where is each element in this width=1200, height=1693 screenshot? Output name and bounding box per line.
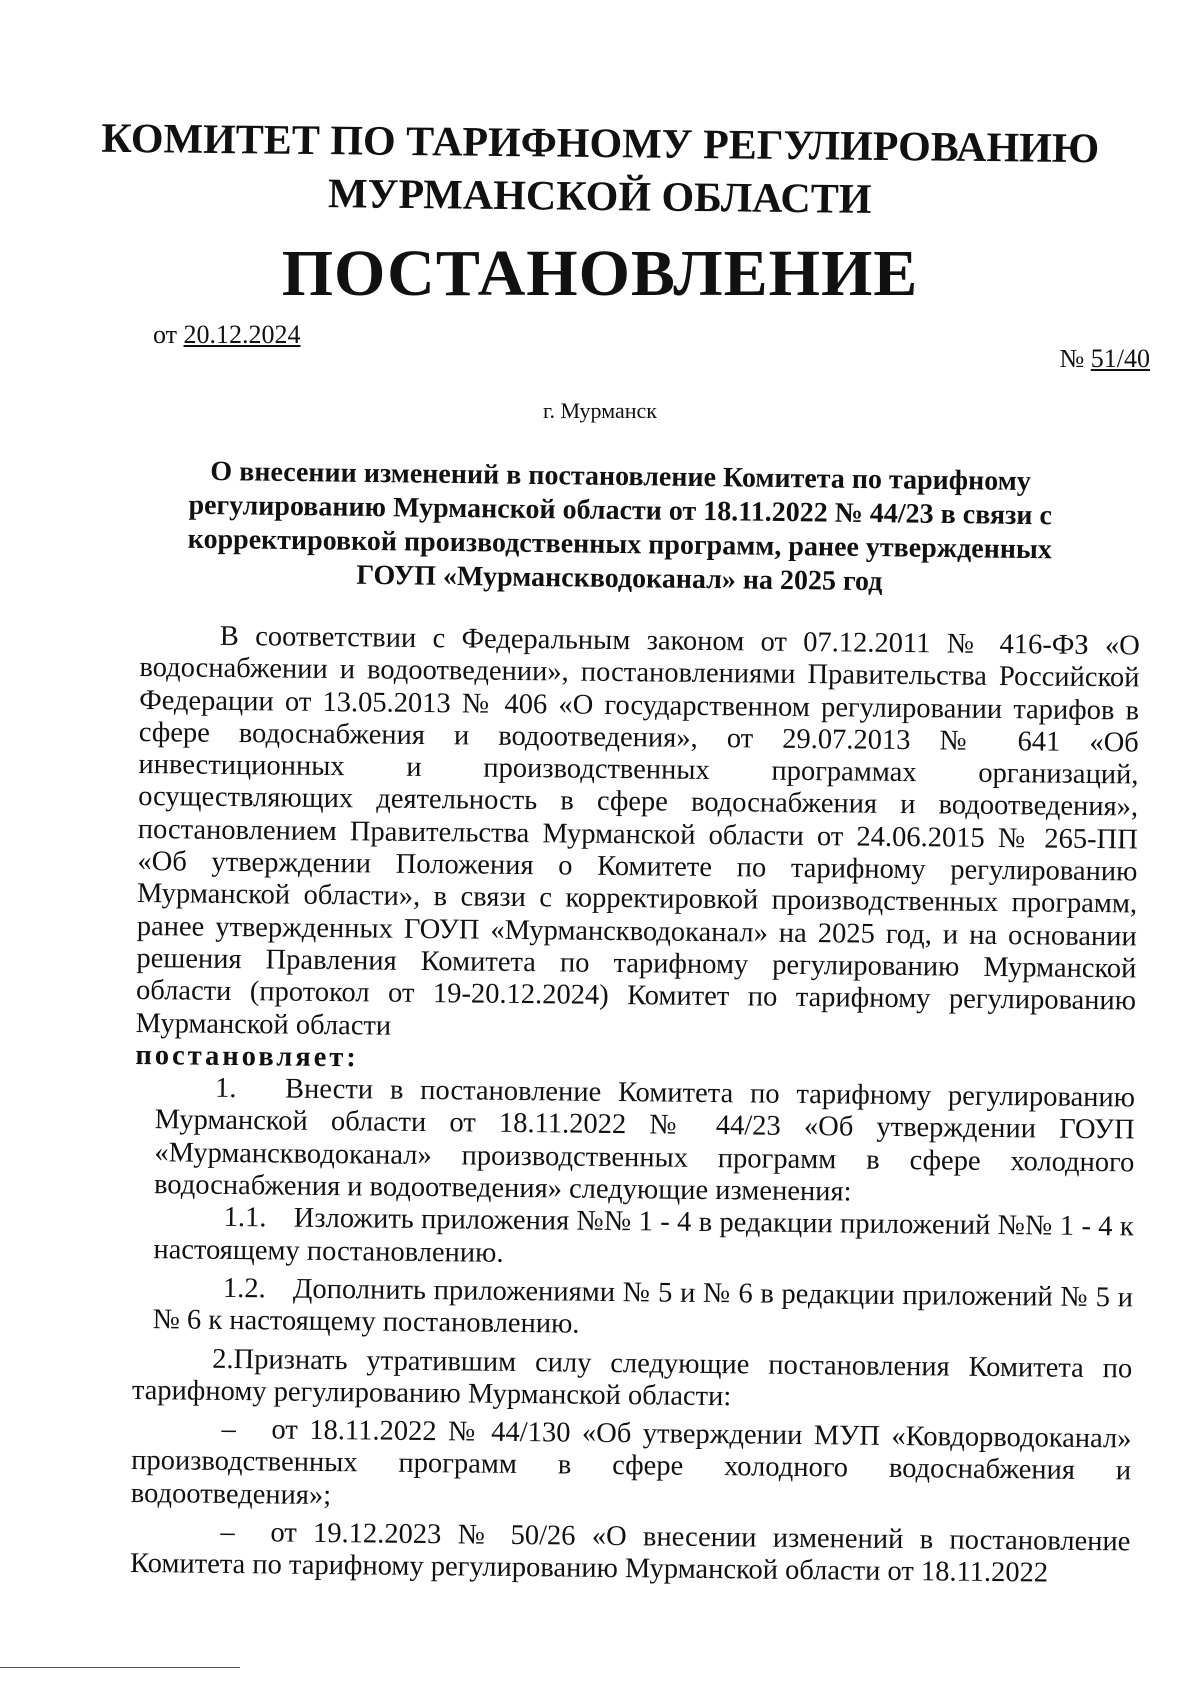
repealed-item-2-text: от 19.12.2023 № 50/26 «О внесении изменений в постановление Комитета по тарифному регулированию Мурманской области от 18.11.2022 [129, 1517, 1131, 1589]
number-value: 51/40 [1090, 344, 1150, 373]
item-1-text: Внести в постановление Комитета по тарифному регулированию Мурманской области от 18.11.2022 № 44/23 «Об утверждении ГОУП «Мурманскводоканал» производственных программ в сфере холодного водоснабжения и водоотведения» следующие изменения: [153, 1073, 1136, 1208]
document-subject [149, 454, 1091, 601]
document-date [153, 320, 301, 350]
subject-line-3: корректировкой производственных программ, ранее утвержденных [187, 523, 1052, 566]
item-2-text: Признать утратившим силу следующие постановления Комитета по тарифному регулированию Мурманской области: [131, 1343, 1133, 1413]
resolves-word: постановляет: [135, 1039, 360, 1074]
item-1-1 [133, 1201, 1134, 1276]
document-body [130, 620, 1140, 1591]
city: г. Мурманск [543, 398, 657, 423]
item-1-number: 1. [214, 1072, 237, 1105]
subject-line-2: регулированию Мурманской области от 18.11.2022 № 44/23 в связи с [188, 489, 1053, 532]
item-1-2-number: 1.2. [222, 1272, 266, 1305]
bottom-rule [0, 1667, 240, 1668]
repealed-item-1 [131, 1413, 1132, 1520]
preamble: В соответствии с Федеральным законом от 07.12.2011 № 416-ФЗ «О водоснабжении и водоотведении», постановлениями Правительства Российской Федерации от 13.05.2013 № 406 «О государственном регулировании тарифов в сфере водоснабжения и водоотведения», от 29.07.2013 № 641 «Об инвестиционных и производственных программах организаций, осуществляющих деятельность в сфере водоснабжения и водоотведения», постановлением Правительства Мурманской области от 24.06.2015 № 265-ПП «Об утверждении Положения о Комитете по тарифному регулированию Мурманской области», в связи с корректировкой производственных программ, ранее утвержденных ГОУП «Мурманскводоканал» на 2025 год, и на основании решения Правления Комитета по тарифному регулированию Мурманской области (протокол от 19-20.12.2024) Комитет по тарифному регулированию Мурманской области [135, 620, 1140, 1042]
document-type: ПОСТАНОВЛЕНИЕ [281, 237, 919, 310]
org-line-2: МУРМАНСКОЙ ОБЛАСТИ [327, 171, 872, 223]
item-2 [132, 1342, 1133, 1417]
item-1-2-text: Дополнить приложениями № 5 и № 6 в редакции приложений № 5 и № 6 к настоящему постановлению. [152, 1273, 1134, 1340]
number-prefix: № [1059, 344, 1091, 373]
repealed-item-2-dash: – [220, 1516, 235, 1549]
repealed-item-2 [130, 1516, 1131, 1591]
organization-name [0, 112, 1200, 231]
date-value: 20.12.2024 [183, 320, 301, 349]
item-1 [134, 1072, 1135, 1212]
item-1-1-text: Изложить приложения №№ 1 - 4 в редакции приложений №№ 1 - 4 к настоящему постановлению. [153, 1202, 1134, 1269]
item-1-1-number: 1.1. [223, 1202, 267, 1234]
subject-line-4: ГОУП «Мурманскводоканал» на 2025 год [356, 559, 883, 598]
org-line-1: КОМИТЕТ ПО ТАРИФНОМУ РЕГУЛИРОВАНИЮ [101, 115, 1100, 173]
repealed-item-1-text: от 18.11.2022 № 44/130 «Об утверждении МУП «Ковдорводоканал» производственных программ в сфере холодного водоснабжения и водоотведения»; [130, 1414, 1132, 1511]
document-number [1059, 344, 1150, 374]
repealed-item-1-dash: – [221, 1414, 236, 1446]
subject-line-1: О внесении изменений в постановление Комитета по тарифному [210, 455, 1032, 498]
item-1-2 [132, 1272, 1133, 1347]
date-prefix: от [153, 320, 184, 349]
item-2-number: 2. [212, 1343, 234, 1375]
